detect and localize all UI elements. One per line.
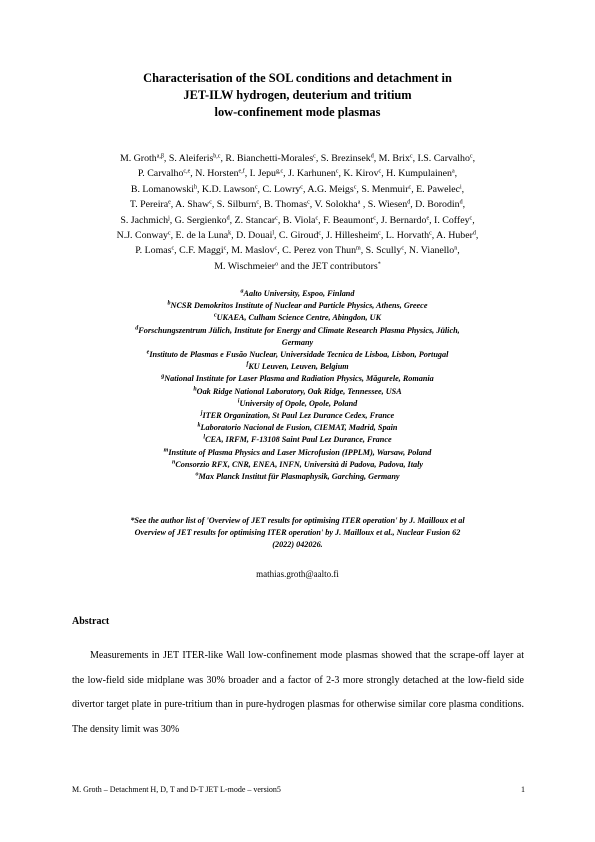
affiliation-line: $^n$Consorzio RFX, CNR, ENEA, INFN, Università di Padova, Padova, Italy [171,459,424,469]
affiliation-line: $^b$NCSR Demokritos Institute of Nuclear and Particle Physics, Athens, Greece [167,300,428,311]
affiliation-line: $^l$CEA, IRFM, F-13108 Saint Paul Lez Durance, France [203,434,392,445]
contributors-note [78,515,517,552]
note-line: *See the author list of 'Overview of JET results for optimising ITER operation' by J. Mailloux et al [130,516,465,525]
author-line: M. Wischmeier$^o$ and the JET contributors* [214,260,381,272]
affiliation-line: $^h$Oak Ridge National Laboratory, Oak Ridge, Tennessee, USA [193,386,402,396]
author-line: N.J. Conway$^c$, E. de la Luna$^k$, D. Douai$^l$, C. Giroud$^c$, J. Hillesheim$^c$, L. Horvath$^c$, A. Huber$^d$, [116,230,479,242]
author-line: P. Carvalho$^{c,e}$, N. Horsten$^{e,f}$, I. Jepu$^{g,c}$, J. Karhunen$^c$, K. Kirov$^c$, H. Kumpulainen$^a$, [137,168,458,180]
affiliation-line: $^m$Institute of Plasma Physics and Laser Microfusion (IPPLM), Warsaw, Poland [163,447,432,457]
title-line: Characterisation of the SOL conditions and detachment in [143,71,452,85]
abstract-heading: Abstract [72,616,110,627]
affiliation-list [64,288,531,483]
affiliation-line: $^g$National Institute for Laser Plasma and Radiation Physics, Măgurele, Romania [161,373,434,384]
contact-email[interactable]: mathias.groth@aalto.fi [256,569,339,579]
author-line: B. Lomanowski$^h$, K.D. Lawson$^c$, C. Lowry$^c$, A.G. Meigs$^c$, S. Menmuir$^c$, E. Pawelec$^i$, [130,183,465,195]
author-line: P. Lomas$^c$, C.F. Maggi$^c$, M. Maslov$^c$, C. Perez von Thun$^m$, S. Scully$^c$, N. Vianello$^n$, [135,245,460,257]
affiliation-line: $^e$Instituto de Plasmas e Fusão Nuclear, Universidade Tecnica de Lisboa, Lisbon, Portugal [146,349,449,360]
page-number: 1 [521,785,525,794]
author-list [66,151,529,274]
note-line: (2022) 042026. [272,540,323,550]
note-line: Overview of JET results for optimising ITER operation' by J. Mailloux et al., Nuclear Fusion 62 [134,528,461,538]
affiliation-line: $^f$KU Leuven, Leuven, Belgium [246,361,349,372]
affiliation-line: $^i$University of Opole, Opole, Poland [237,398,358,408]
affiliation-line: $^j$ITER Organization, St Paul Lez Durance Cedex, France [200,410,395,421]
author-line: M. Groth$^{a,\beta}$, S. Aleiferis$^{b,c}$, R. Bianchetti-Morales$^c$, S. Brezinsek$^d$, M. Brix$^c$, I.S. Carvalho$^c$, [119,153,476,164]
running-footer: M. Groth – Detachment H, D, T and D-T JET L-mode – version5 [72,785,281,794]
affiliation-line: $^d$Forschungszentrum Jülich, Institute for Energy and Climate Research Plasma Physics, Jülich, [135,325,460,335]
affiliation-line: $^a$Aalto University, Espoo, Finland [240,288,355,298]
author-line: S. Jachmich$^j$, G. Sergienko$^d$, Z. Stancar$^c$, B. Viola$^c$, F. Beaumont$^c$, J. Bernardo$^e$, I. Coffey$^c$, [120,214,475,226]
paper-title [60,70,535,121]
author-line: T. Pereira$^e$, A. Shaw$^c$, S. Silburn$^c$, B. Thomas$^c$, V. Solokha$^a$ , S. Wiesen$^d$, D. Borodin$^d$, [129,199,466,211]
affiliation-line: $^o$Max Planck Institut für Plasmaphysik, Garching, Germany [195,471,400,482]
affiliation-line: $^c$UKAEA, Culham Science Centre, Abingdon, UK [213,312,382,323]
affiliation-line: Germany [281,337,314,347]
abstract-text: Measurements in JET ITER-like Wall low-confinement mode plasmas showed that the scrape-off layer at the low-field side midplane was 30% broader and a factor of 2-3 more strongly detached at the low-field side divertor target plate in pure-tritium than in pure-hydrogen plasmas for otherwise similar core plasma conditions. The density limit was 30% [72,650,524,735]
title-line: low-confinement mode plasmas [214,105,381,119]
title-line: JET-ILW hydrogen, deuterium and tritium [183,88,412,102]
affiliation-line: $^k$Laboratorio Nacional de Fusion, CIEMAT, Madrid, Spain [197,422,398,433]
